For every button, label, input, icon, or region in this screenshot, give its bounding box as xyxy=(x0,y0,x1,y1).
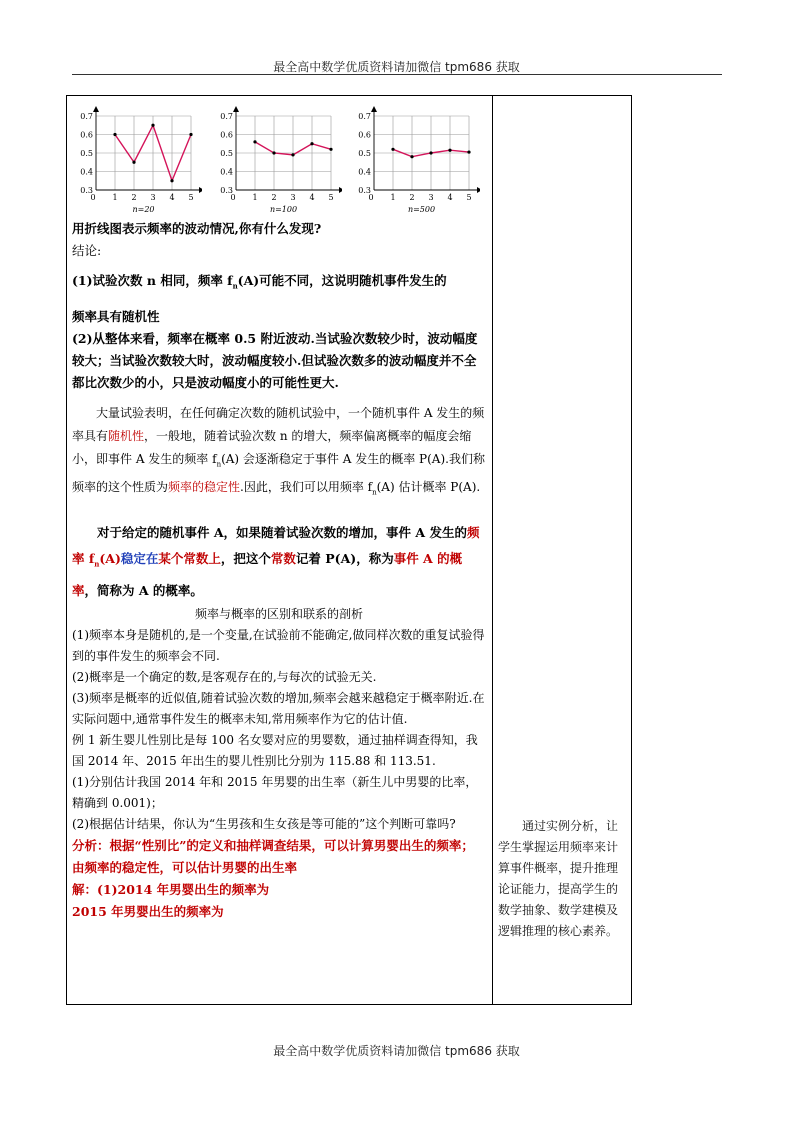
x-tick-label: 2 xyxy=(271,193,277,202)
conclusion-2: (2)从整体来看，频率在概率 0.5 附近波动.当试验次数较少时，波动幅度较大；当试验次数较大时，波动幅度较小.但试验次数多的波动幅度并不全都比次数少的小，只是波动幅度小的可能性更大. xyxy=(72,330,478,390)
y-tick-label: 0.3 xyxy=(358,186,371,195)
data-point xyxy=(151,124,154,127)
side-note: 通过实例分析，让学生掌握运用频率来计算事件概率，提升推理论证能力，提高学生的数学抽象、数学建模及逻辑推理的核心素养。 xyxy=(498,819,619,938)
y-tick-label: 0.4 xyxy=(358,167,371,177)
data-point xyxy=(291,153,294,156)
question: 用折线图表示频率的波动情况,你有什么发现? xyxy=(72,221,322,236)
y-tick-label: 0.4 xyxy=(220,167,233,177)
y-tick-label: 0.5 xyxy=(358,149,371,158)
difference-2: (2)概率是一个确定的数,是客观存在的,与每次的试验无关. xyxy=(72,669,377,684)
x-axis-arrow xyxy=(199,187,202,193)
x-tick-label: 0 xyxy=(90,193,96,202)
data-point xyxy=(329,148,332,151)
probability-definition: 对于给定的随机事件 A，如果随着试验次数的增加，事件 A 发生的频率 $f_n(A)$稳定在某个常数上，把这个常数记着 P(A)，称为事件 A 的概率，简称为 A 的概率。 xyxy=(72,525,480,598)
data-point xyxy=(310,142,313,145)
x-axis-label: n=100 xyxy=(269,205,298,214)
example-1: 例 1 新生婴儿性别比是每 100 名女婴对应的男婴数，通过抽样调查得知，我国 2014 年、2015 年出生的婴儿性别比分别为 115.88 和 113.51. xyxy=(72,732,478,768)
data-point xyxy=(391,148,394,151)
page-header: 最全高中数学优质资料请加微信 tpm686 获取 xyxy=(273,60,520,74)
conclusion-1: (1)试验次数 n 相同，频率 $f_n(A)$可能不同，这说明随机事件发生的 xyxy=(72,273,447,291)
y-tick-label: 0.6 xyxy=(80,130,93,140)
y-tick-label: 0.7 xyxy=(358,112,371,121)
conclusion-label: 结论: xyxy=(72,243,102,258)
question-1: (1)分别估计我国 2014 年和 2015 年男婴的出生率（新生儿中男婴的比率，精确到 0.001)； xyxy=(72,774,478,810)
question-2: (2)根据估计结果，你认为“生男孩和生女孩是等可能的”这个判断可靠吗? xyxy=(72,816,456,831)
analysis: 分析：根据“性别比”的定义和抽样调查结果，可以计算男婴出生的频率；由频率的稳定性，可以估计男婴的出生率 xyxy=(72,837,474,875)
solution-2: 2015 年男婴出生的频率为 xyxy=(72,903,224,919)
data-point xyxy=(272,151,275,154)
x-tick-label: 1 xyxy=(112,193,118,202)
y-axis-arrow xyxy=(371,106,377,112)
x-tick-label: 3 xyxy=(150,193,156,202)
column-divider xyxy=(492,95,493,1005)
data-point xyxy=(448,149,451,152)
x-tick-label: 5 xyxy=(188,193,194,202)
data-point xyxy=(467,150,470,153)
difference-3: (3)频率是概率的近似值,随着试验次数的增加,频率会越来越稳定于概率附近.在实际问题中,通常事件发生的概率未知,常用频率作为它的估计值. xyxy=(72,690,485,726)
chart-n100 xyxy=(212,100,342,218)
y-tick-label: 0.6 xyxy=(358,130,371,140)
x-tick-label: 0 xyxy=(368,193,374,202)
stability-paragraph: 大量试验表明，在任何确定次数的随机试验中，一个随机事件 A 发生的频率具有随机性，一般地，随着试验次数 n 的增大，频率偏离概率的幅度会缩小，即事件 A 发生的频率 $f_n(A)$ 会逐渐稳定于事件 A 发生的概率 P(A).我们称频率的这个性质为频率的稳定性.因此，我们可以用频率 $f_n(A)$ 估计概率 P(A). xyxy=(72,405,485,497)
chart-row xyxy=(72,100,486,218)
main-column xyxy=(72,100,486,923)
data-point xyxy=(189,133,192,136)
x-tick-label: 2 xyxy=(409,193,415,202)
y-tick-label: 0.5 xyxy=(80,149,93,158)
x-tick-label: 4 xyxy=(169,193,175,202)
x-tick-label: 1 xyxy=(252,193,258,202)
x-tick-label: 4 xyxy=(447,193,453,202)
x-tick-label: 0 xyxy=(230,193,236,202)
data-point xyxy=(132,161,135,164)
difference-1: (1)频率本身是随机的,是一个变量,在试验前不能确定,做同样次数的重复试验得到的事件发生的频率会不同. xyxy=(72,627,485,663)
data-point xyxy=(253,140,256,143)
x-tick-label: 5 xyxy=(466,193,472,202)
x-tick-label: 1 xyxy=(390,193,396,202)
chart-n20 xyxy=(72,100,202,218)
subheading: 频率与概率的区别和联系的剖析 xyxy=(194,606,363,621)
x-tick-label: 4 xyxy=(309,193,315,202)
x-axis-label: n=500 xyxy=(407,205,436,214)
y-tick-label: 0.6 xyxy=(220,130,233,140)
conclusion-1-cont: 频率具有随机性 xyxy=(72,308,160,324)
x-axis-label: n=20 xyxy=(132,205,155,214)
data-point xyxy=(113,133,116,136)
data-point xyxy=(170,179,173,182)
chart-n500 xyxy=(350,100,480,218)
data-point xyxy=(429,151,432,154)
x-tick-label: 3 xyxy=(428,193,434,202)
data-point xyxy=(410,155,413,158)
x-axis-arrow xyxy=(477,187,480,193)
y-tick-label: 0.3 xyxy=(220,186,233,195)
y-tick-label: 0.7 xyxy=(80,112,93,121)
header-rule xyxy=(72,74,722,75)
page-footer: 最全高中数学优质资料请加微信 tpm686 获取 xyxy=(273,1044,520,1058)
y-tick-label: 0.5 xyxy=(220,149,233,158)
y-tick-label: 0.4 xyxy=(80,167,93,177)
y-tick-label: 0.7 xyxy=(220,112,233,121)
x-axis-arrow xyxy=(339,187,342,193)
y-axis-arrow xyxy=(233,106,239,112)
y-tick-label: 0.3 xyxy=(80,186,93,195)
x-tick-label: 3 xyxy=(290,193,296,202)
x-tick-label: 2 xyxy=(131,193,137,202)
y-axis-arrow xyxy=(93,106,99,112)
x-tick-label: 5 xyxy=(328,193,334,202)
solution-1: 解：(1)2014 年男婴出生的频率为 xyxy=(72,881,270,897)
